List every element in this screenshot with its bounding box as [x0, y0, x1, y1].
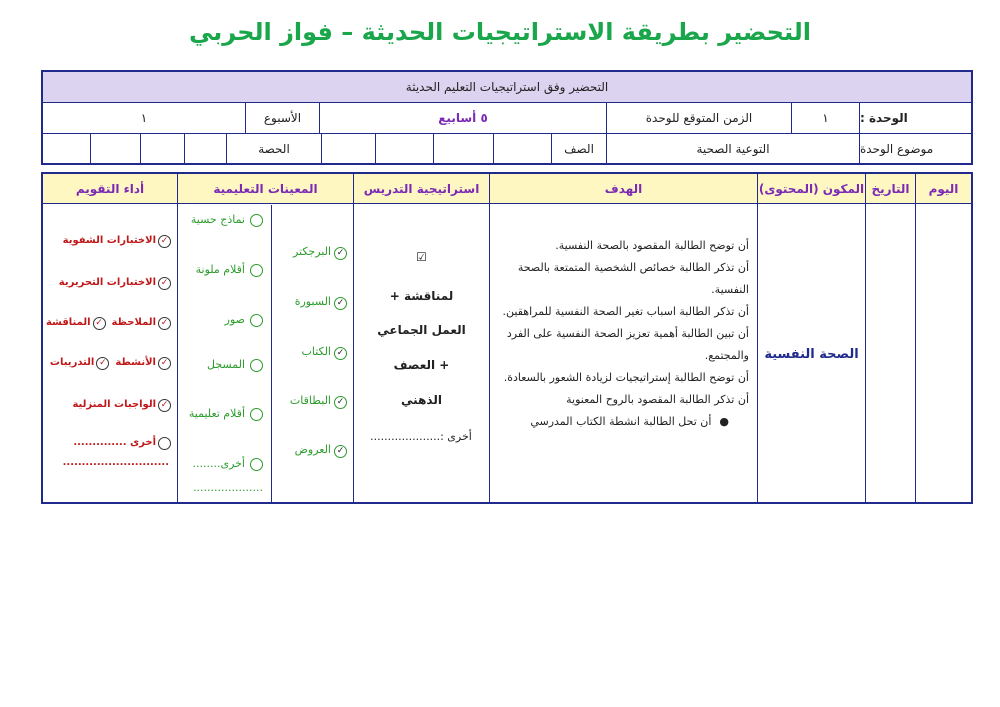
aid-item: أخرى........ [192, 457, 263, 471]
aid-item: ✓البطاقات [290, 394, 347, 409]
strategy-line: لمناقشة + [389, 289, 454, 303]
assessment-item: ✓الاختبارات الشفوية [63, 235, 171, 248]
aid-item: أقلام ملونة [196, 263, 263, 277]
lesson-table [41, 172, 973, 504]
duration-label: الزمن المتوقع للوحدة [606, 103, 791, 133]
aids-column [177, 174, 353, 502]
date-column [865, 174, 915, 502]
check-icon[interactable]: ✓ [334, 297, 347, 310]
assessment-header: أداء التقويم [43, 174, 177, 204]
topic-row [43, 134, 971, 163]
aid-item: نماذج حسية [191, 213, 263, 227]
strategy-line: العمل الجماعي [377, 323, 466, 337]
goal-bullet: أن تحل الطالبة انشطة الكتاب المدرسي [530, 415, 712, 428]
check-icon[interactable]: ✓ [158, 317, 171, 330]
check-icon[interactable]: ✓ [334, 247, 347, 260]
aids-header: المعينات التعليمية [178, 174, 353, 204]
check-icon[interactable]: ✓ [158, 235, 171, 248]
aids-left-list [177, 205, 271, 504]
period-cell-1 [184, 134, 226, 163]
class-cell-1 [493, 134, 551, 163]
content-header: المكون (المحتوى) [758, 174, 865, 204]
check-icon[interactable]: ✓ [158, 277, 171, 290]
period-cell-4 [43, 134, 90, 163]
strategy-other: أخرى :.................... [370, 430, 472, 443]
period-cell-2 [140, 134, 184, 163]
aid-item: ✓البرجكتر [293, 245, 347, 260]
content-value: الصحة النفسية [764, 347, 859, 362]
goal-line: أن تذكر الطالبة المقصود بالروح المعنوية [566, 393, 749, 406]
class-cell-3 [375, 134, 433, 163]
radio-icon[interactable] [250, 314, 263, 327]
aid-item: صور [225, 313, 263, 327]
aid-item: ✓السبورة [295, 295, 347, 310]
strategy-checkbox[interactable]: ☑ [416, 250, 427, 264]
check-icon[interactable]: ✓ [96, 357, 109, 370]
assessment-dots: ............................ [62, 457, 169, 468]
radio-icon[interactable] [250, 458, 263, 471]
unit-value: ١ [791, 103, 859, 133]
check-icon[interactable]: ✓ [334, 347, 347, 360]
goal-line: أن توضح الطالبة المقصود بالصحة النفسية. [555, 239, 749, 252]
radio-icon[interactable] [250, 264, 263, 277]
unit-row [43, 103, 971, 134]
bullet-icon: ● [719, 415, 729, 428]
assessment-column [43, 174, 177, 502]
assessment-other: أخرى .............. [73, 437, 171, 450]
day-column [915, 174, 971, 502]
goal-list [490, 205, 757, 504]
goal-line: أن تذكر الطالبة خصائص الشخصية المتمتعة بالصحة [517, 261, 749, 274]
header-table [41, 70, 973, 165]
goal-line: والمجتمع. [704, 349, 749, 362]
assessment-item: ✓الأنشطة✓التدريبات [50, 357, 171, 370]
assessment-item: ✓الاختبارات التحريرية [59, 277, 171, 290]
check-icon[interactable]: ✓ [93, 317, 106, 330]
aids-right-list [271, 205, 353, 504]
week-value: ١ [140, 111, 148, 125]
content-column [757, 174, 865, 502]
goal-line: النفسية. [711, 283, 749, 296]
radio-icon[interactable] [250, 408, 263, 421]
topic-label: موضوع الوحدة [859, 134, 971, 163]
class-label: الصف [551, 134, 606, 163]
aid-item: المسجل [207, 358, 263, 372]
class-cell-4 [321, 134, 375, 163]
page-title: التحضير بطريقة الاستراتيجيات الحديثة – فواز الحربي [188, 18, 811, 46]
duration-value: ٥ أسابيع [319, 103, 606, 133]
aid-item: أقلام تعليمية [189, 407, 263, 421]
check-icon[interactable]: ✓ [334, 396, 347, 409]
radio-icon[interactable] [158, 437, 171, 450]
aid-item: ✓العروض [295, 443, 347, 458]
radio-icon[interactable] [250, 214, 263, 227]
period-label: الحصة [226, 134, 321, 163]
assessment-item: ✓الواجبات المنزلية [72, 399, 171, 412]
goal-header: الهدف [490, 174, 757, 204]
day-header: اليوم [916, 174, 971, 204]
date-header: التاريخ [866, 174, 915, 204]
banner-row [43, 72, 971, 103]
period-cell-3 [90, 134, 140, 163]
strategy-column [353, 174, 489, 502]
strategy-header: استراتيجية التدريس [354, 174, 489, 204]
aid-item: ✓الكتاب [301, 345, 347, 360]
class-cell-2 [433, 134, 493, 163]
unit-label: الوحدة : [859, 103, 971, 133]
week-label: الأسبوع [245, 103, 319, 133]
strategy-line: + العصف [393, 358, 450, 372]
radio-icon[interactable] [250, 359, 263, 372]
aid-dots: .................... [193, 481, 263, 494]
strategy-line: الذهني [401, 393, 442, 407]
check-icon[interactable]: ✓ [158, 357, 171, 370]
goal-line: أن تذكر الطالبة اسباب تغير الصحة النفسية للمراهقين. [502, 305, 749, 318]
topic-value: التوعية الصحية [606, 134, 859, 163]
goal-line: أن تبين الطالبة أهمية تعزيز الصحة النفسية على الفرد [506, 327, 749, 340]
banner-text: التحضير وفق استراتيجيات التعليم الحديثة [405, 80, 609, 94]
goal-bullet-line [498, 411, 749, 433]
assessment-item: ✓الملاحظة✓المناقشة [46, 317, 171, 330]
goal-line: أن توضح الطالبة إستراتيجيات لزيادة الشعور بالسعادة. [503, 371, 749, 384]
check-icon[interactable]: ✓ [158, 399, 171, 412]
goal-column [489, 174, 757, 502]
check-icon[interactable]: ✓ [334, 445, 347, 458]
